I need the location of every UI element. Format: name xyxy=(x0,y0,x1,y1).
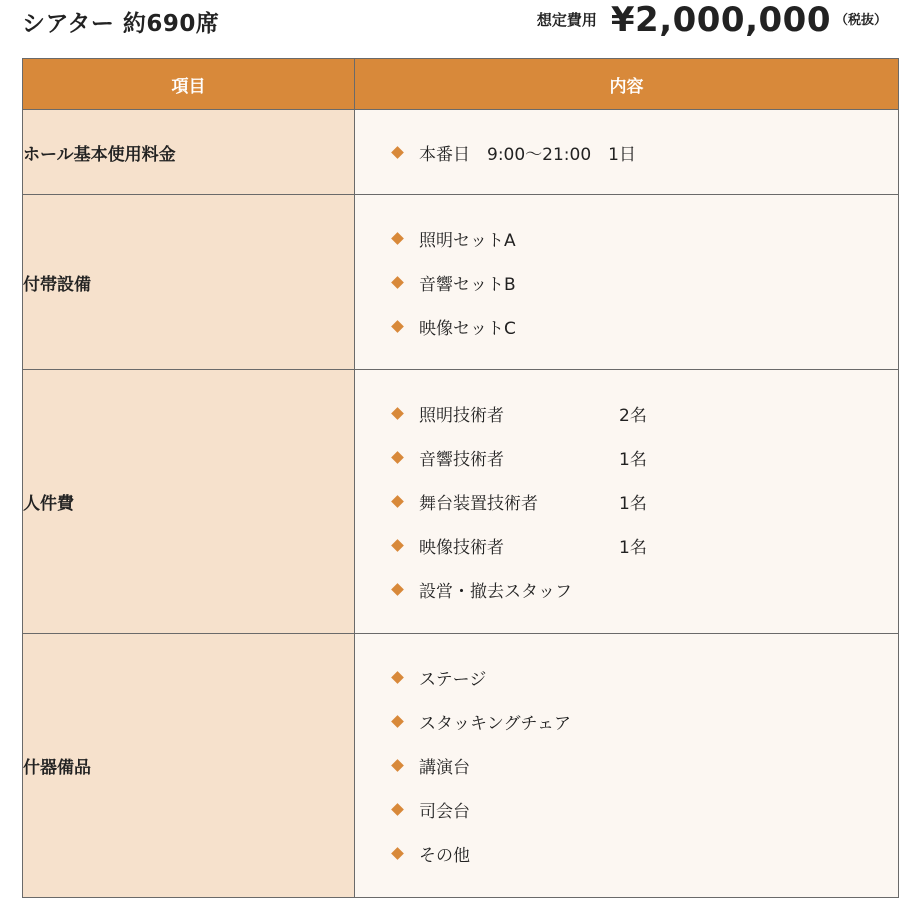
entry-label: 音響セットB xyxy=(419,274,516,295)
diamond-bullet-icon xyxy=(391,847,404,860)
diamond-bullet-icon xyxy=(391,715,404,728)
entry-quantity: 1名 xyxy=(619,450,647,470)
list-item xyxy=(393,216,898,260)
content-list xyxy=(355,216,898,348)
entry-label: スタッキングチェア xyxy=(419,714,571,734)
table-row xyxy=(23,634,899,898)
table-body xyxy=(23,110,899,898)
row-item-label: 付帯設備 xyxy=(23,195,355,370)
list-item xyxy=(393,832,898,876)
entry-label: 映像技術者 xyxy=(419,538,504,558)
list-item xyxy=(393,788,898,832)
list-item xyxy=(393,524,898,568)
entry-label: 設営・撤去スタッフ xyxy=(419,582,572,602)
entry-label: 司会台 xyxy=(419,802,470,822)
entry-label: 講演台 xyxy=(419,758,470,778)
list-item xyxy=(393,260,898,304)
row-item-label: ホール基本使用料金 xyxy=(23,110,355,195)
entry-label: その他 xyxy=(419,846,470,866)
estimated-cost xyxy=(537,0,887,40)
diamond-bullet-icon xyxy=(391,759,404,772)
table-row xyxy=(23,370,899,634)
cost-breakdown-table xyxy=(22,58,899,898)
page-header xyxy=(0,0,920,48)
entry-quantity: 2名 xyxy=(619,406,647,426)
content-list xyxy=(355,392,898,612)
list-item xyxy=(393,392,898,436)
cost-tax-note: （税抜） xyxy=(834,13,887,28)
row-content xyxy=(355,110,899,195)
list-item xyxy=(393,656,898,700)
diamond-bullet-icon xyxy=(391,232,404,245)
page-title: シアター 約690席 xyxy=(22,11,220,37)
diamond-bullet-icon xyxy=(391,276,404,289)
table-row xyxy=(23,110,899,195)
entry-quantity: 1名 xyxy=(619,538,647,558)
list-item xyxy=(393,130,898,174)
list-item xyxy=(393,436,898,480)
entry-label: 照明セットA xyxy=(419,230,516,251)
table-header-row xyxy=(23,59,899,110)
column-header-content: 内容 xyxy=(355,59,899,110)
entry-quantity: 1名 xyxy=(619,494,647,514)
column-header-item: 項目 xyxy=(23,59,355,110)
entry-label: 本番日 9:00〜21:00 1日 xyxy=(419,144,636,165)
content-list xyxy=(355,656,898,876)
diamond-bullet-icon xyxy=(391,583,404,596)
row-content xyxy=(355,634,899,898)
diamond-bullet-icon xyxy=(391,320,404,333)
diamond-bullet-icon xyxy=(391,539,404,552)
entry-label: 映像セットC xyxy=(419,318,516,339)
list-item xyxy=(393,700,898,744)
row-content xyxy=(355,195,899,370)
diamond-bullet-icon xyxy=(391,495,404,508)
content-list xyxy=(355,130,898,174)
entry-label: ステージ xyxy=(419,670,487,690)
entry-label: 舞台装置技術者 xyxy=(419,494,538,514)
row-content xyxy=(355,370,899,634)
row-item-label: 什器備品 xyxy=(23,634,355,898)
diamond-bullet-icon xyxy=(391,146,404,159)
diamond-bullet-icon xyxy=(391,803,404,816)
diamond-bullet-icon xyxy=(391,451,404,464)
list-item xyxy=(393,568,898,612)
list-item xyxy=(393,480,898,524)
entry-label: 照明技術者 xyxy=(419,406,504,426)
diamond-bullet-icon xyxy=(391,671,404,684)
row-item-label: 人件費 xyxy=(23,370,355,634)
list-item xyxy=(393,304,898,348)
list-item xyxy=(393,744,898,788)
cost-label: 想定費用 xyxy=(536,11,597,29)
table-row xyxy=(23,195,899,370)
entry-label: 音響技術者 xyxy=(419,450,504,470)
diamond-bullet-icon xyxy=(391,407,404,420)
cost-amount: ¥2,000,000 xyxy=(610,0,831,40)
